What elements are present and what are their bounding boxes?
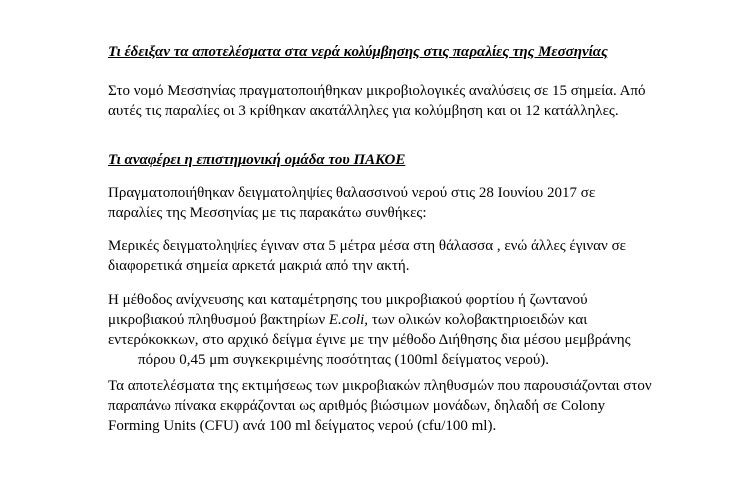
- text-line: Forming Units (CFU) ανά 100 ml δείγματος νερού (cfu/100 ml).: [108, 418, 497, 434]
- text-line: Στο νομό Μεσσηνίας πραγματοποιήθηκαν μικροβιολογικές αναλύσεις σε 15 σημεία. Από: [108, 83, 646, 99]
- paragraph-sampling-locations: [108, 236, 638, 276]
- text-line: διαφορετικά σημεία αρκετά μακριά από την ακτή.: [108, 258, 410, 274]
- text-line-ecoli: [108, 310, 638, 330]
- text-line: αυτές τις παραλίες οι 3 κρίθηκαν ακατάλληλες για κολύμβηση και οι 12 κατάλληλες.: [108, 103, 619, 119]
- paragraph-method: [108, 290, 638, 370]
- section-heading-scientific-team: Τι αναφέρει η επιστημονική ομάδα του ΠΑΚΟΕ: [108, 152, 406, 168]
- text-line: Η μέθοδος ανίχνευσης και καταμέτρησης του μικροβιακού φορτίου ή ζωντανού: [108, 292, 588, 308]
- text-line: Πραγματοποιήθηκαν δειγματοληψίες θαλασσινού νερού στις 28 Ιουνίου 2017 σε: [108, 185, 596, 201]
- text-line: παραπάνω πίνακα εκφράζονται ως αριθμός βιώσιμων μονάδων, δηλαδή σε Colony: [108, 398, 606, 414]
- text-line: παραλίες της Μεσσηνίας με τις παρακάτω συνθήκες:: [108, 205, 427, 221]
- paragraph-analysis-summary: [108, 81, 646, 121]
- text-segment: , των ολικών κολοβακτηριοειδών και: [364, 312, 588, 328]
- paragraph-results-units: [108, 376, 652, 436]
- paragraph-sampling-date: [108, 183, 638, 223]
- text-line: εντερόκοκκων, στο αρχικό δείγμα έγινε με την μέθοδο Διήθησης δια μέσου μεμβράνης: [108, 332, 631, 348]
- section-heading-results: Τι έδειξαν τα αποτελέσματα στα νερά κολύμβησης στις παραλίες της Μεσσηνίας: [108, 44, 608, 60]
- text-line: Μερικές δειγματοληψίες έγιναν στα 5 μέτρα μέσα στη θάλασσα , ενώ άλλες έγιναν σε: [108, 238, 626, 254]
- ecoli-term: E.coli: [328, 312, 365, 328]
- text-line: πόρου 0,45 μm συγκεκριμένης ποσότητας (100ml δείγματος νερού).: [138, 352, 550, 368]
- text-line: Τα αποτελέσματα της εκτιμήσεως των μικροβιακών πληθυσμών που παρουσιάζονται στον: [108, 378, 652, 394]
- text-segment: μικροβιακού πληθυσμού βακτηρίων: [108, 312, 329, 328]
